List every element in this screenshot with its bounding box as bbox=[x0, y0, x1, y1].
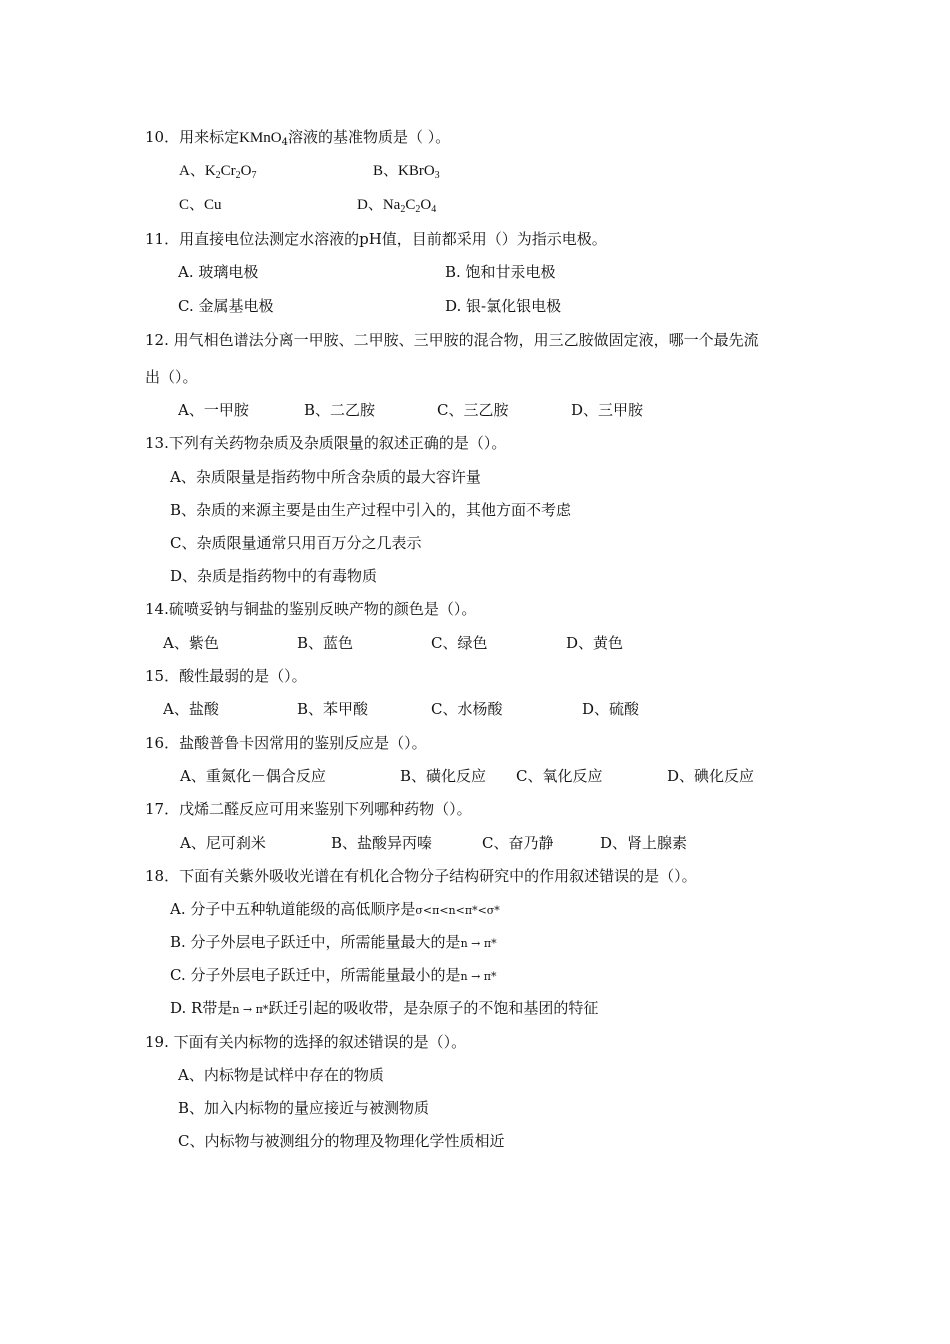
q16-option-d: D、碘化反应 bbox=[667, 767, 755, 785]
q11-stem: 11．用直接电位法测定水溶液的pH值，目前都采用（）为指示电极。 bbox=[145, 230, 607, 248]
q12-stem-line1: 12. 用气相色谱法分离一甲胺、二甲胺、三甲胺的混合物，用三乙胺做固定液，哪一个最先流 bbox=[145, 331, 759, 349]
q12-stem-line2: 出（）。 bbox=[145, 368, 198, 386]
q18-stem: 18．下面有关紫外吸收光谱在有机化合物分子结构研究中的作用叙述错误的是（）。 bbox=[145, 867, 697, 885]
q10-stem: 10．用来标定KMnO$_4$溶液的基准物质是（ ）。 bbox=[145, 128, 451, 148]
q18-option-d-symbol: n → π* bbox=[232, 1003, 269, 1016]
q15-stem: 15．酸性最弱的是（）。 bbox=[145, 667, 307, 685]
q14-stem: 14.硫喷妥钠与铜盐的鉴别反映产物的颜色是（）。 bbox=[145, 600, 477, 618]
q14-option-b: B、蓝色 bbox=[297, 634, 354, 652]
q15-option-a: A、盐酸 bbox=[163, 700, 219, 718]
q19-stem: 19. 下面有关内标物的选择的叙述错误的是（）。 bbox=[145, 1033, 467, 1051]
q18-option-d: D. R带是n → π*跃迁引起的吸收带，是杂原子的不饱和基团的特征 bbox=[170, 999, 599, 1017]
q15-option-b: B、苯甲酸 bbox=[297, 700, 369, 718]
q12-option-d: D、三甲胺 bbox=[571, 401, 644, 419]
q13-option-c: C、杂质限量通常只用百万分之几表示 bbox=[170, 534, 422, 552]
q18-option-c: C. 分子外层电子跃迁中，所需能量最小的是n → π* bbox=[170, 966, 497, 984]
q11-option-c: C. 金属基电极 bbox=[178, 297, 274, 315]
q13-option-d: D、杂质是指药物中的有毒物质 bbox=[170, 567, 378, 585]
q18-option-c-symbol: n → π* bbox=[460, 970, 497, 983]
q11-option-d: D. 银-氯化银电极 bbox=[445, 297, 562, 315]
q17-stem: 17．戊烯二醛反应可用来鉴别下列哪种药物（）。 bbox=[145, 800, 472, 818]
q11-option-a: A. 玻璃电极 bbox=[178, 263, 259, 281]
q18-option-a: A. 分子中五种轨道能级的高低顺序是σ<π<n<π*<σ* bbox=[170, 900, 500, 918]
q17-option-c: C、奋乃静 bbox=[482, 834, 554, 852]
q12-option-a: A、一甲胺 bbox=[178, 401, 249, 419]
q14-option-d: D、黄色 bbox=[566, 634, 624, 652]
q18-option-b: B. 分子外层电子跃迁中，所需能量最大的是n → π* bbox=[170, 933, 497, 951]
q12-option-b: B、二乙胺 bbox=[304, 401, 376, 419]
q14-option-c: C、绿色 bbox=[431, 634, 488, 652]
q19-option-c: C、内标物与被测组分的物理及物理化学性质相近 bbox=[178, 1132, 505, 1150]
q10-option-c: C、Cu bbox=[179, 197, 222, 213]
q11-option-b: B. 饱和甘汞电极 bbox=[445, 263, 556, 281]
q19-option-a: A、内标物是试样中存在的物质 bbox=[178, 1066, 384, 1084]
q17-option-b: B、盐酸异丙嗪 bbox=[331, 834, 433, 852]
q10-option-d: D、$Na_2C_2O_4$ bbox=[357, 197, 437, 215]
q15-option-c: C、水杨酸 bbox=[431, 700, 503, 718]
q16-option-c: C、氧化反应 bbox=[516, 767, 603, 785]
q16-option-b: B、磺化反应 bbox=[400, 767, 487, 785]
q13-option-b: B、杂质的来源主要是由生产过程中引入的，其他方面不考虑 bbox=[170, 501, 572, 519]
q13-stem: 13.下列有关药物杂质及杂质限量的叙述正确的是（）。 bbox=[145, 434, 507, 452]
q17-option-d: D、肾上腺素 bbox=[600, 834, 688, 852]
q10-option-a: A、$K_2Cr_2O_7$ bbox=[179, 163, 257, 181]
q10-option-b: B、KBrO$_3$ bbox=[373, 163, 440, 181]
q15-option-d: D、硫酸 bbox=[582, 700, 640, 718]
q14-option-a: A、紫色 bbox=[163, 634, 219, 652]
q16-stem: 16．盐酸普鲁卡因常用的鉴别反应是（）。 bbox=[145, 734, 427, 752]
q17-option-a: A、尼可刹米 bbox=[180, 834, 266, 852]
q18-option-a-symbol: σ<π<n<π*<σ* bbox=[415, 904, 500, 917]
q13-option-a: A、杂质限量是指药物中所含杂质的最大容许量 bbox=[170, 468, 481, 486]
q16-option-a: A、重氮化－偶合反应 bbox=[180, 767, 326, 785]
q19-option-b: B、加入内标物的量应接近与被测物质 bbox=[178, 1099, 430, 1117]
q18-option-b-symbol: n → π* bbox=[460, 937, 497, 950]
q12-option-c: C、三乙胺 bbox=[437, 401, 509, 419]
